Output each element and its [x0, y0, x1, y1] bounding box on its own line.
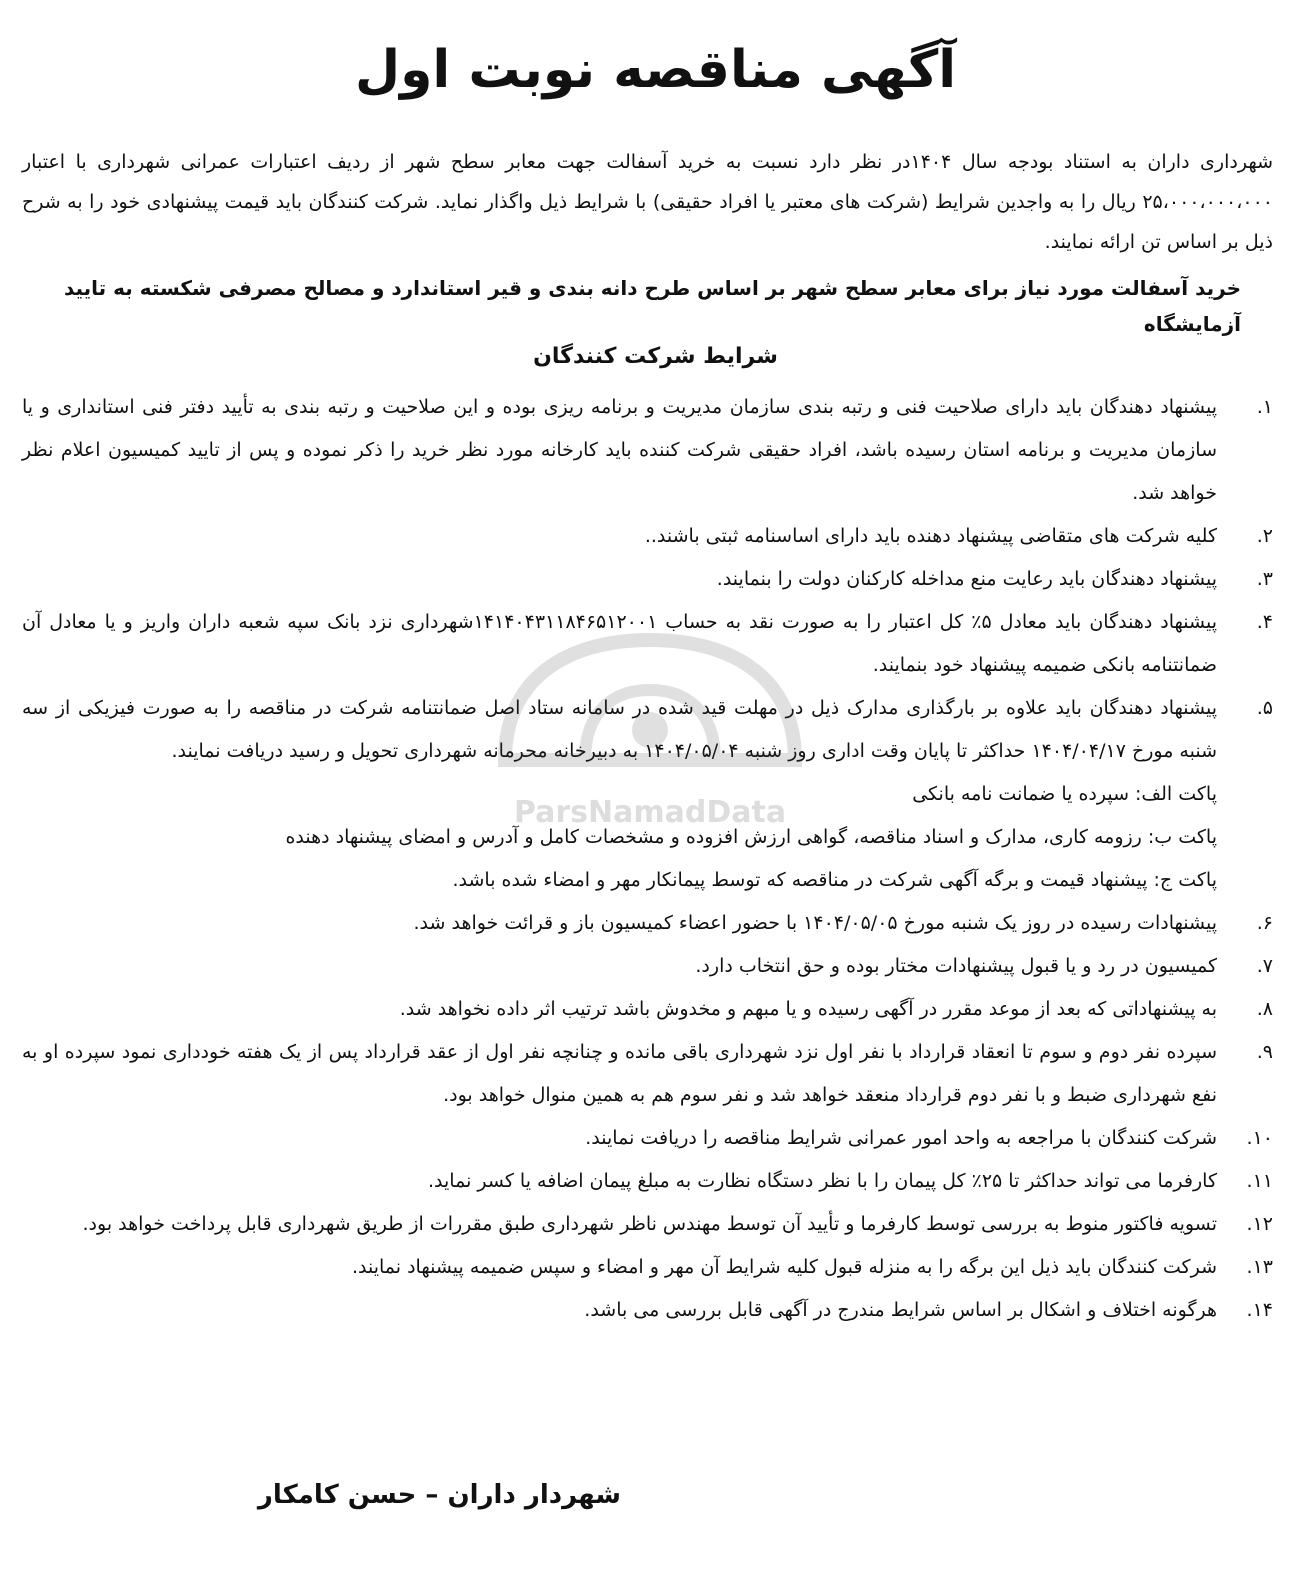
intro-paragraph: شهرداری داران به استناد بودجه سال ۱۴۰۴در نظر دارد نسبت به خرید آسفالت جهت معابر سطح شهر از ردیف اعتبارات عمرانی شهرداری با اعتبار ۲۵،۰۰۰،۰۰۰،۰۰۰ ریال را به واجدین شرایط (شرکت های معتبر یا افراد حقیقی) با شرایط ذیل واگذار نماید. شرکت کنندگان باید قیمت پیشنهادی خود را به شرح ذیل بر اساس تن ارائه نمایند. — [22, 151, 1274, 253]
condition-item-4 — [22, 601, 1273, 687]
condition-number: ۵. — [1256, 697, 1273, 719]
condition-text: پیشنهاد دهندگان باید دارای صلاحیت فنی و رتبه بندی سازمان مدیریت و برنامه ریزی بوده و این صلاحیت و رتبه بندی به تأیید دفتر فنی استانداری و یا سازمان مدیریت و برنامه استان رسیده باشد، افراد حقیقی شرکت کننده باید کارخانه مورد نظر خرید را ذکر نموده و پس از تایید کمیسیون اعلام نظر خواهد شد. — [22, 396, 1217, 504]
condition-number: ۳. — [1256, 568, 1273, 590]
condition-text: پیشنهاد دهندگان باید علاوه بر بارگذاری مدارک ذیل در مهلت قید شده در سامانه ستاد اصل ضمانتنامه شرکت در مناقصه را به صورت فیزیکی از سه شنبه مورخ ۱۴۰۴/۰۴/۱۷ حداکثر تا پایان وقت اداری روز شنبه ۱۴۰۴/۰۵/۰۴ به دبیرخانه محرمانه شهرداری تحویل و رسید دریافت نمایند. — [22, 697, 1217, 762]
condition-number: ۲. — [1256, 525, 1273, 547]
envelope-text: پاکت ج: پیشنهاد قیمت و برگه آگهی شرکت در مناقصه که توسط پیمانکار مهر و امضاء شده باشد. — [452, 869, 1217, 891]
condition-item-13 — [22, 1246, 1273, 1289]
condition-item-8 — [22, 988, 1273, 1031]
envelope-b — [22, 816, 1273, 859]
condition-item-1 — [22, 386, 1273, 515]
condition-item-6 — [22, 902, 1273, 945]
condition-item-2 — [22, 515, 1273, 558]
condition-number: ۸. — [1256, 998, 1273, 1020]
condition-text: کارفرما می تواند حداکثر تا ۲۵٪ کل پیمان را با نظر دستگاه نظارت به مبلغ پیمان اضافه یا کسر نماید. — [428, 1170, 1217, 1192]
tender-subject: خرید آسفالت مورد نیاز برای معابر سطح شهر بر اساس طرح دانه بندی و قیر استاندارد و مصالح مصرفی شکسته به تایید آزمایشگاه — [63, 276, 1241, 336]
conditions-list — [22, 386, 1273, 1332]
condition-number: ۱۳. — [1246, 1256, 1273, 1278]
envelope-a — [22, 773, 1273, 816]
condition-text: پیشنهاد دهندگان باید رعایت منع مداخله کارکنان دولت را بنمایند. — [716, 568, 1217, 590]
condition-text: شرکت کنندگان باید ذیل این برگه را به منزله قبول کلیه شرایط آن مهر و امضاء و سپس ضمیمه پیشنهاد نمایند. — [351, 1256, 1217, 1278]
watermark-brand: ParsNamadData — [513, 795, 787, 830]
condition-item-7 — [22, 945, 1273, 988]
condition-text: سپرده نفر دوم و سوم تا انعقاد قرارداد با نفر اول نزد شهرداری باقی مانده و چنانچه نفر اول از عقد قرارداد پس از یک هفته خودداری نمود سپرده او به نفع شهرداری ضبط و با نفر دوم قرارداد منعقد خواهد شد و نفر سوم هم به همین منوال خواهد بود. — [22, 1041, 1217, 1106]
condition-number: ۱. — [1256, 396, 1273, 418]
condition-number: ۱۰. — [1246, 1127, 1273, 1149]
condition-number: ۶. — [1256, 912, 1273, 934]
condition-number: ۹. — [1256, 1041, 1273, 1063]
mayor-signature: شهردار داران – حسن کامکار — [257, 1480, 621, 1510]
condition-text: پیشنهاد دهندگان باید معادل ۵٪ کل اعتبار را به صورت نقد به حساب ۱۴۱۴۰۴۳۱۱۸۴۶۵۱۲۰۰۱شهرداری نزد بانک سپه شعبه داران واریز و یا معادل آن ضمانتنامه بانکی ضمیمه پیشنهاد خود بنمایند. — [22, 611, 1217, 676]
condition-number: ۱۴. — [1246, 1299, 1273, 1321]
notice-title: آگهی مناقصه نوبت اول — [354, 40, 957, 100]
condition-number: ۱۱. — [1246, 1170, 1273, 1192]
condition-text: کلیه شرکت های متقاضی پیشنهاد دهنده باید دارای اساسنامه ثبتی باشند.. — [644, 525, 1217, 547]
condition-item-10 — [22, 1117, 1273, 1160]
condition-number: ۱۲. — [1246, 1213, 1273, 1235]
condition-text: تسویه فاکتور منوط به بررسی توسط کارفرما و تأیید آن توسط مهندس ناظر شهرداری طبق مقررات از طریق شهرداری قابل پرداخت خواهد بود. — [82, 1213, 1217, 1235]
conditions-heading: شرایط شرکت کنندگان — [533, 344, 778, 369]
condition-item-3 — [22, 558, 1273, 601]
condition-item-12 — [22, 1203, 1273, 1246]
condition-number: ۷. — [1256, 955, 1273, 977]
condition-item-11 — [22, 1160, 1273, 1203]
condition-text: کمیسیون در رد و یا قبول پیشنهادات مختار بوده و حق انتخاب دارد. — [695, 955, 1217, 977]
condition-text: شرکت کنندگان با مراجعه به واحد امور عمرانی شرایط مناقصه را دریافت نمایند. — [585, 1127, 1217, 1149]
condition-text: هرگونه اختلاف و اشکال بر اساس شرایط مندرج در آگهی قابل بررسی می باشد. — [584, 1299, 1217, 1321]
condition-text: به پیشنهاداتی که بعد از موعد مقرر در آگهی رسیده و یا مبهم و مخدوش باشد ترتیب اثر داده نخواهد شد. — [399, 998, 1217, 1020]
envelope-text: پاکت ب: رزومه کاری، مدارک و اسناد مناقصه، گواهی ارزش افزوده و مشخصات کامل و آدرس و امضای پیشنهاد دهنده — [285, 826, 1217, 848]
envelope-c — [22, 859, 1273, 902]
condition-item-9 — [22, 1031, 1273, 1117]
condition-item-5 — [22, 687, 1273, 773]
condition-text: پیشنهادات رسیده در روز یک شنبه مورخ ۱۴۰۴/۰۵/۰۵ با حضور اعضاء کمیسیون باز و قرائت خواهد شد. — [413, 912, 1217, 934]
condition-item-14 — [22, 1289, 1273, 1332]
condition-number: ۴. — [1256, 611, 1273, 633]
envelope-text: پاکت الف: سپرده یا ضمانت نامه بانکی — [912, 783, 1217, 805]
